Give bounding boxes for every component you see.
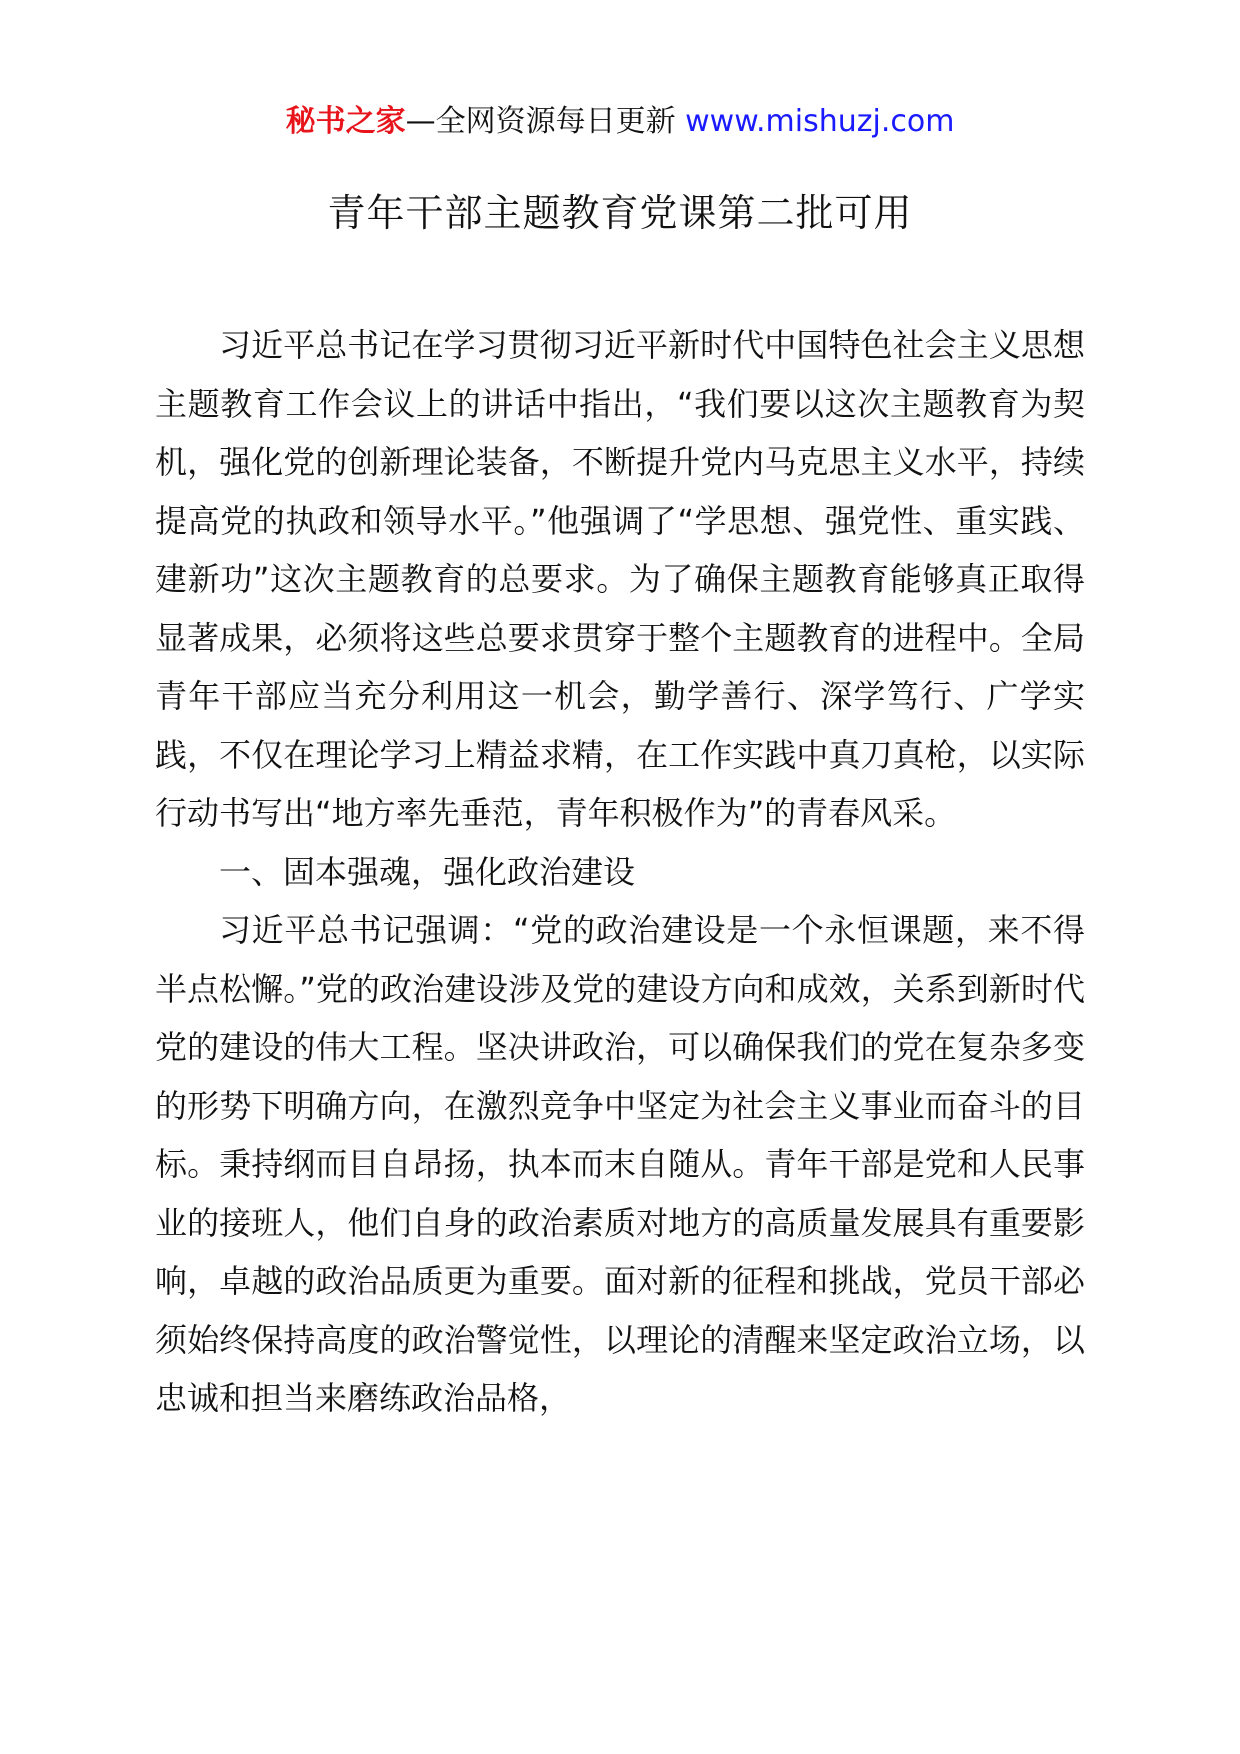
site-url-link[interactable]: www.mishuzj.com xyxy=(685,104,955,139)
site-tagline: —全网资源每日更新 xyxy=(405,104,686,139)
section-heading: 一、固本强魂，强化政治建设 xyxy=(219,852,636,891)
document-title: 青年干部主题教育党课第二批可用 xyxy=(327,191,913,235)
intro-paragraph: 习近平总书记在学习贯彻习近平新时代中国特色社会主义思想主题教育工作会议上的讲话中指出，“我们要以这次主题教育为契机，强化党的创新理论装备，不断提升党内马克思主义水平，持续提高党的执政和领导水平。”他强调了“学思想、强党性、重实践、建新功”这次主题教育的总要求。为了确保主题教育能够真正取得显著成果，必须将这些总要求贯穿于整个主题教育的进程中。全局青年干部应当充分利用这一机会，勤学善行、深学笃行、广学实践，不仅在理论学习上精益求精，在工作实践中真刀真枪，以实际行动书写出“地方率先垂范，青年积极作为”的青春风采。 xyxy=(155,326,1085,832)
section-paragraph: 习近平总书记强调：“党的政治建设是一个永恒课题，来不得半点松懈。”党的政治建设涉及党的建设方向和成效，关系到新时代党的建设的伟大工程。坚决讲政治，可以确保我们的党在复杂多变的形势下明确方向，在激烈竞争中坚定为社会主义事业而奋斗的目标。秉持纲而目自昂扬，执本而末自随从。青年干部是党和人民事业的接班人，他们自身的政治素质对地方的高质量发展具有重要影响，卓越的政治品质更为重要。面对新的征程和挑战，党员干部必须始终保持高度的政治警觉性，以理论的清醒来坚定政治立场，以忠诚和担当来磨练政治品格， xyxy=(155,911,1085,1417)
site-brand: 秘书之家 xyxy=(285,104,406,139)
document-body xyxy=(155,316,1085,1428)
site-banner xyxy=(0,102,1240,142)
